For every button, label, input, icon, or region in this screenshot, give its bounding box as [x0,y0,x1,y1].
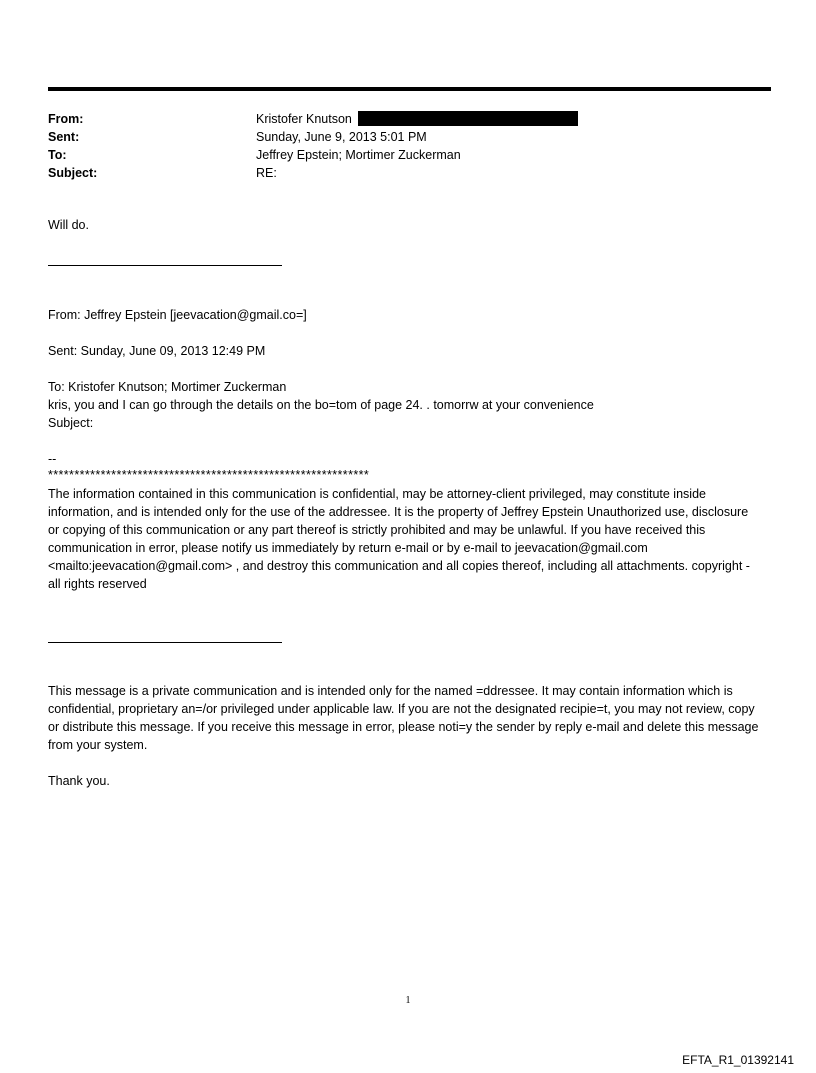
to-row [48,146,578,164]
subject-row [48,164,578,182]
redaction-block [358,111,578,126]
sent-value: Sunday, June 9, 2013 5:01 PM [256,130,427,144]
sent-label: Sent: [48,130,80,144]
email-header [48,110,578,182]
page-number: 1 [405,995,411,1006]
quoted-sent: Sent: Sunday, June 09, 2013 12:49 PM [48,344,266,358]
from-label: From: [48,112,84,126]
disclaimer-epstein: The information contained in this communication is confidential, may be attorney-client privileged, may constitute inside information, and is intended only for the use of the addressee. It is the property of Jeffrey Epstein Unauthorized use, disclosure or copying of this communication or any part thereof is strictly prohibited and may be unlawful. If you have received this communication in error, please notify us immediately by return e-mail or by e-mail to jeevacation@gmail.com <mailto:jeevacation@gmail.com> , and destroy this communication and all copies thereof, including all attachments. copyright -all rights reserved [48,487,750,591]
signature-dash: -- [48,452,57,466]
quoted-header [48,288,307,450]
quoted-subject: Subject: [48,416,94,430]
to-label: To: [48,148,67,162]
quoted-from: From: Jeffrey Epstein [jeevacation@gmail.co=] [48,308,307,322]
asterisk-line: ************************************************************* [48,468,370,482]
from-row [48,110,578,128]
disclaimer-private: This message is a private communication and is intended only for the named =ddressee. It may contain information which is confidential, proprietary an=/or privileged under applicable law. If you are not the designated recipie=t, you may not review, copy or distribute this message. If you receive this message in error, please noti=y the sender by reply e-mail and delete this message from your system. [48,684,759,752]
separator-line-2 [48,642,282,643]
top-rule [48,87,771,91]
subject-value: RE: [256,166,277,180]
subject-label: Subject: [48,166,98,180]
from-value [256,110,578,128]
quoted-body: kris, you and I can go through the details on the bo=tom of page 24. . tomorrw at your convenience [48,398,594,412]
from-name: Kristofer Knutson [256,112,352,126]
separator-line [48,265,282,266]
sent-row [48,128,578,146]
thanks-text: Thank you. [48,774,110,788]
to-value: Jeffrey Epstein; Mortimer Zuckerman [256,148,461,162]
quoted-to: To: Kristofer Knutson; Mortimer Zuckerman [48,380,287,394]
reply-body: Will do. [48,218,89,232]
document-id: EFTA_R1_01392141 [682,1053,794,1067]
